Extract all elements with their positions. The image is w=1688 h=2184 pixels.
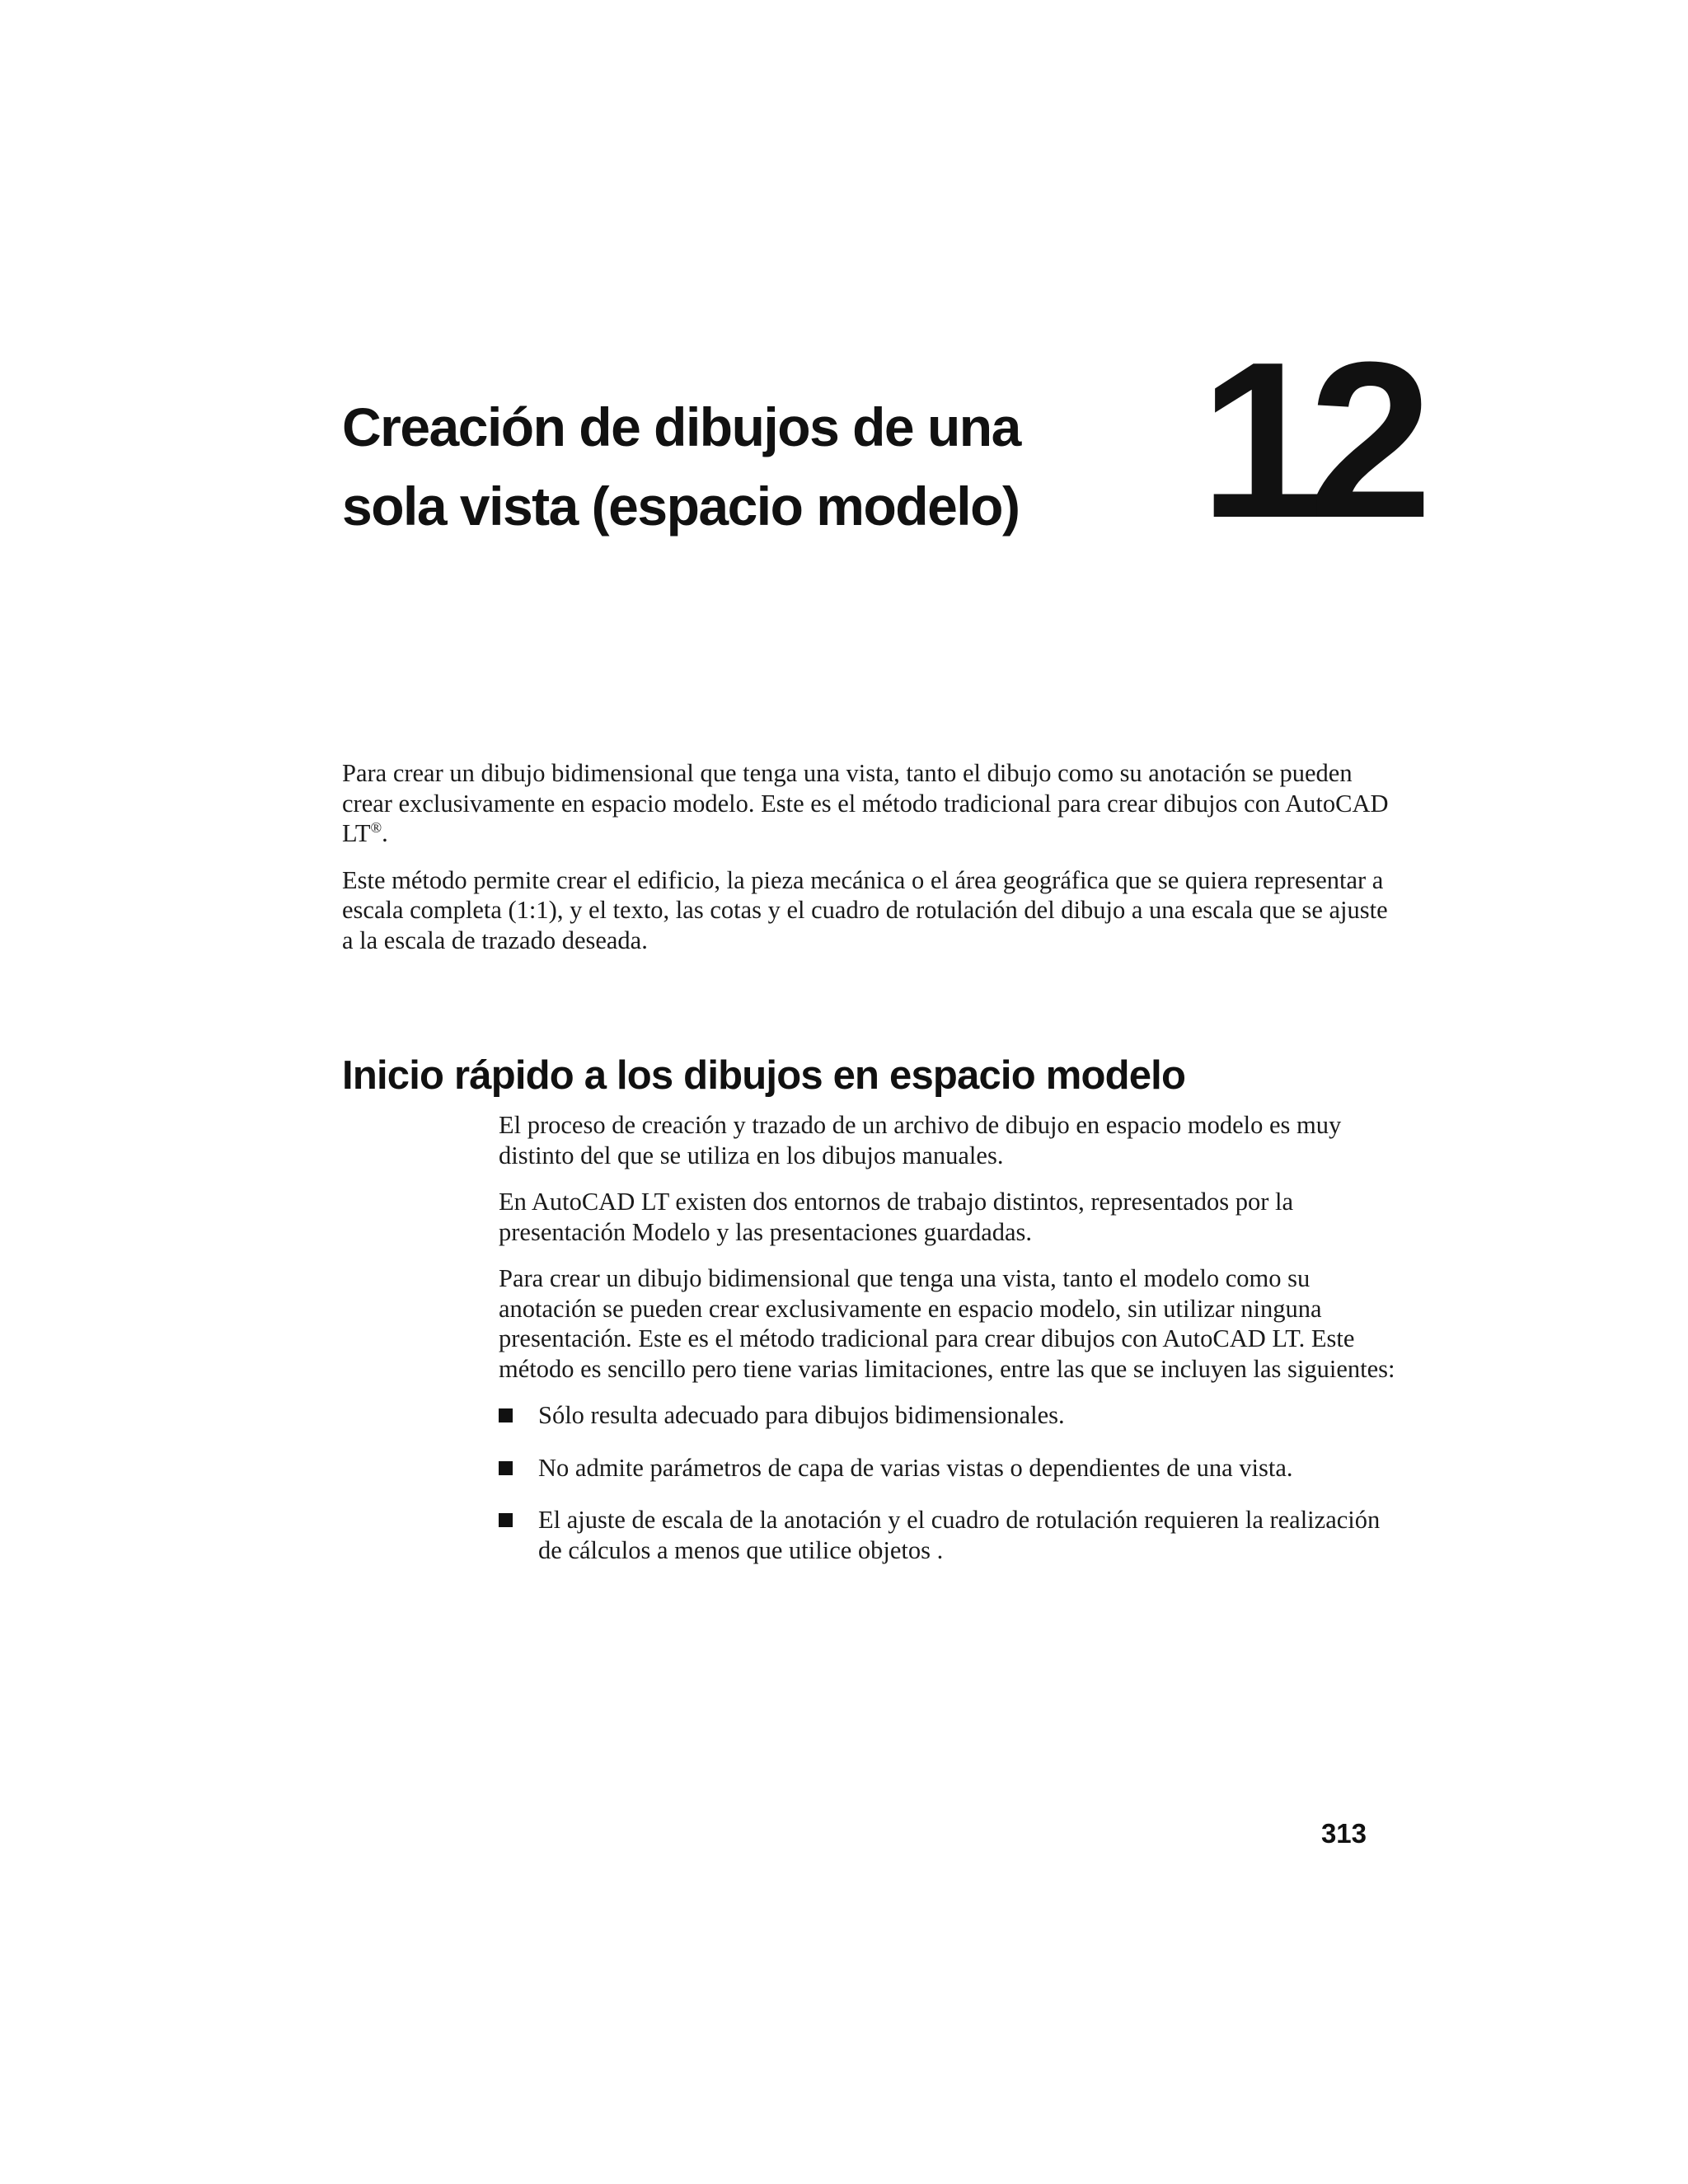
section-paragraph: Para crear un dibujo bidimensional que tenga una vista, tanto el modelo como su anotación se pueden crear exclusivamente en espacio modelo, sin utilizar ninguna presentación. Este es el método tradicional para crear dibujos con AutoCAD LT. Este método es sencillo pero tiene varias limitaciones, entre las que se incluyen las siguientes:: [499, 1264, 1395, 1383]
section-paragraph: En AutoCAD LT existen dos entornos de trabajo distintos, representados por la presentación Modelo y las presentaciones guardadas.: [499, 1188, 1293, 1246]
section-heading: Inicio rápido a los dibujos en espacio modelo: [342, 1053, 1186, 1098]
page-number: 313: [1320, 1818, 1367, 1849]
intro-paragraph-1-text: Para crear un dibujo bidimensional que tenga una vista, tanto el dibujo como su anotación se pueden crear exclusivamente en espacio modelo. Este es el método tradicional para crear dibujos con AutoCAD LT: [342, 759, 1389, 847]
chapter-title: [342, 387, 1084, 546]
section-body: [499, 1110, 1397, 1587]
list-item: [499, 1400, 1397, 1431]
intro-paragraph-2: Este método permite crear el edificio, la pieza mecánica o el área geográfica que se quiera representar a escala completa (1:1), y el texto, las cotas y el cuadro de rotulación del dibujo a una escala que se ajuste a la escala de trazado deseada.: [342, 865, 1388, 954]
list-item-text: Sólo resulta adecuado para dibujos bidimensionales.: [538, 1401, 1065, 1429]
intro-paragraph-1-end: .: [382, 819, 388, 847]
intro-paragraph-1: [342, 758, 1389, 849]
intro-text: [342, 758, 1389, 972]
list-item-text: No admite parámetros de capa de varias vistas o dependientes de una vista.: [538, 1453, 1293, 1482]
chapter-title-line-1: Creación de dibujos de una: [342, 396, 1020, 457]
list-item: [499, 1453, 1397, 1483]
list-item-text: El ajuste de escala de la anotación y el cuadro de rotulación requieren la realización de cálculos a menos que utilice objetos .: [538, 1506, 1381, 1564]
registered-trademark-symbol: ®: [370, 818, 382, 836]
limitations-list: [499, 1400, 1397, 1565]
list-item: [499, 1505, 1397, 1565]
section-paragraph: El proceso de creación y trazado de un archivo de dibujo en espacio modelo es muy distinto del que se utiliza en los dibujos manuales.: [499, 1111, 1342, 1169]
square-bullet-icon: [499, 1408, 513, 1422]
chapter-number: 12: [1199, 316, 1418, 565]
chapter-title-line-2: sola vista (espacio modelo): [342, 476, 1020, 537]
square-bullet-icon: [499, 1513, 513, 1527]
square-bullet-icon: [499, 1461, 513, 1475]
